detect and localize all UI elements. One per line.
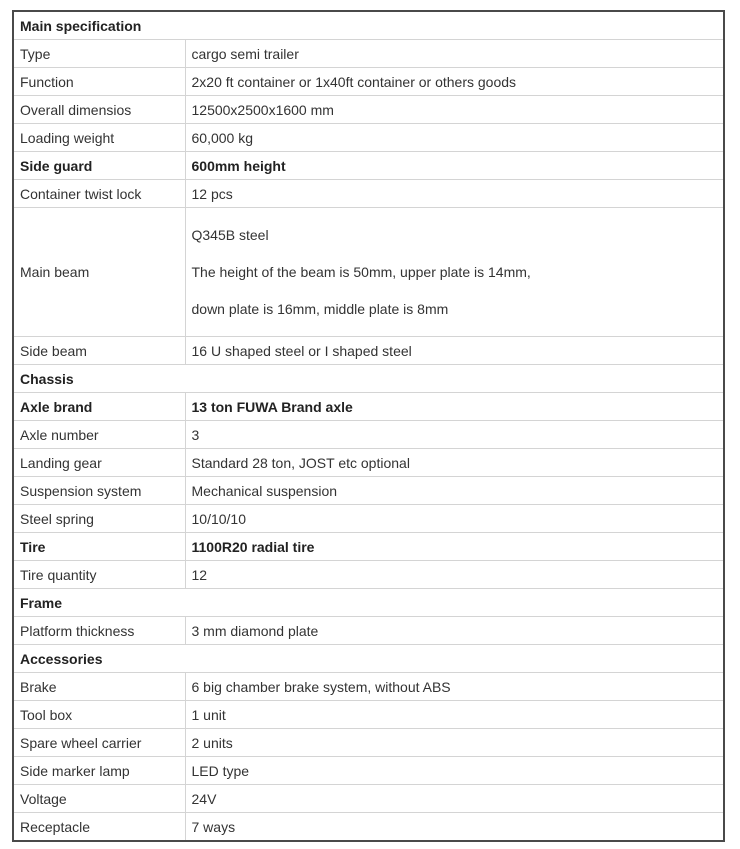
spec-row <box>14 393 723 421</box>
spec-row <box>14 505 723 533</box>
spec-table-body <box>14 12 723 840</box>
section-header-row <box>14 12 723 40</box>
spec-row <box>14 180 723 208</box>
spec-value: 7 ways <box>185 813 723 841</box>
spec-value: cargo semi trailer <box>185 40 723 68</box>
spec-key: Axle number <box>14 421 185 449</box>
spec-key: Side guard <box>14 152 185 180</box>
section-title: Chassis <box>14 365 723 393</box>
spec-key: Overall dimensios <box>14 96 185 124</box>
spec-value: 10/10/10 <box>185 505 723 533</box>
spec-value: LED type <box>185 757 723 785</box>
spec-table-frame <box>12 10 725 842</box>
spec-row <box>14 208 723 337</box>
spec-row <box>14 152 723 180</box>
spec-value: 6 big chamber brake system, without ABS <box>185 673 723 701</box>
spec-row <box>14 561 723 589</box>
spec-row <box>14 813 723 841</box>
spec-row <box>14 701 723 729</box>
spec-value: 12500x2500x1600 mm <box>185 96 723 124</box>
spec-key: Side marker lamp <box>14 757 185 785</box>
spec-value: 1100R20 radial tire <box>185 533 723 561</box>
spec-value-line: Q345B steel <box>191 227 269 243</box>
spec-key: Tire quantity <box>14 561 185 589</box>
section-header-row <box>14 589 723 617</box>
spec-value: 600mm height <box>185 152 723 180</box>
spec-key: Loading weight <box>14 124 185 152</box>
spec-key: Axle brand <box>14 393 185 421</box>
spec-key: Tire <box>14 533 185 561</box>
spec-value: Mechanical suspension <box>185 477 723 505</box>
section-header-row <box>14 645 723 673</box>
spec-value: 12 pcs <box>185 180 723 208</box>
spec-value: 2 units <box>185 729 723 757</box>
spec-table <box>14 12 723 840</box>
spec-value <box>185 208 723 337</box>
spec-value: 3 <box>185 421 723 449</box>
spec-row <box>14 96 723 124</box>
spec-value: 1 unit <box>185 701 723 729</box>
spec-value: 24V <box>185 785 723 813</box>
spec-key: Spare wheel carrier <box>14 729 185 757</box>
spec-key: Platform thickness <box>14 617 185 645</box>
spec-key: Main beam <box>14 208 185 337</box>
spec-row <box>14 40 723 68</box>
spec-key: Voltage <box>14 785 185 813</box>
spec-value: 3 mm diamond plate <box>185 617 723 645</box>
spec-row <box>14 421 723 449</box>
spec-key: Tool box <box>14 701 185 729</box>
spec-row <box>14 673 723 701</box>
spec-value-line: The height of the beam is 50mm, upper plate is 14mm, <box>191 264 531 280</box>
spec-row <box>14 729 723 757</box>
spec-key: Receptacle <box>14 813 185 841</box>
spec-value: Standard 28 ton, JOST etc optional <box>185 449 723 477</box>
spec-row <box>14 449 723 477</box>
spec-key: Steel spring <box>14 505 185 533</box>
spec-row <box>14 785 723 813</box>
spec-value-line: down plate is 16mm, middle plate is 8mm <box>191 301 449 317</box>
spec-row <box>14 617 723 645</box>
section-title: Accessories <box>14 645 723 673</box>
spec-row <box>14 757 723 785</box>
section-header-row <box>14 365 723 393</box>
spec-row <box>14 477 723 505</box>
spec-value: 12 <box>185 561 723 589</box>
spec-row <box>14 68 723 96</box>
spec-row <box>14 533 723 561</box>
spec-row <box>14 124 723 152</box>
spec-key: Brake <box>14 673 185 701</box>
spec-value: 60,000 kg <box>185 124 723 152</box>
section-title: Frame <box>14 589 723 617</box>
spec-value: 16 U shaped steel or I shaped steel <box>185 337 723 365</box>
spec-key: Side beam <box>14 337 185 365</box>
spec-row <box>14 337 723 365</box>
spec-key: Landing gear <box>14 449 185 477</box>
spec-value: 13 ton FUWA Brand axle <box>185 393 723 421</box>
spec-key: Container twist lock <box>14 180 185 208</box>
spec-key: Function <box>14 68 185 96</box>
spec-key: Type <box>14 40 185 68</box>
spec-value: 2x20 ft container or 1x40ft container or others goods <box>185 68 723 96</box>
spec-key: Suspension system <box>14 477 185 505</box>
section-title: Main specification <box>14 12 723 40</box>
